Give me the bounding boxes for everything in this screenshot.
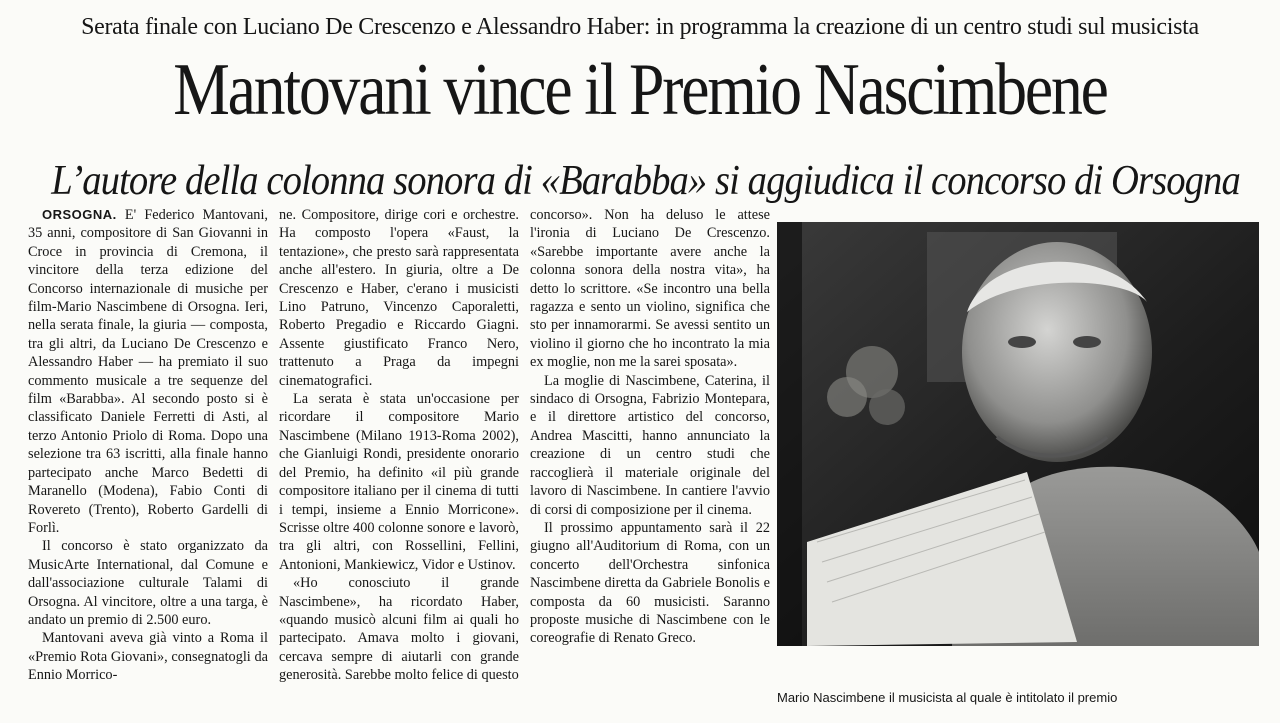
headline: Mantovani vince il Premio Nascimbene bbox=[173, 49, 1107, 131]
subheadline: L’autore della colonna sonora di «Barabba» si aggiudica il concorso di Orsogna bbox=[51, 158, 1240, 204]
photo-caption: Mario Nascimbene il musicista al quale è intitolato il premio bbox=[777, 690, 1118, 705]
paragraph: La moglie di Nascimbene, Caterina, il sindaco di Orsogna, Fabrizio Montepara, e il direttore artistico del concorso, Andrea Mascitti, hanno annunciato la creazione di un centro studi che raccoglierà il materiale originale del lavoro di Nascimbene. In cantiere l'avvio di corsi di composizione per il cinema. bbox=[530, 372, 770, 518]
paragraph: Il concorso è stato organizzato da MusicArte International, dal Comune e dall'associazione culturale Talami di Orsogna. Al vincitore, oltre a una targa, è andato un premio di 2.500 euro. bbox=[28, 538, 268, 628]
kicker: Serata finale con Luciano De Crescenzo e Alessandro Haber: in programma la creazione di un centro studi sul musicista bbox=[81, 14, 1199, 40]
paragraph: Mantovani aveva già vinto a Roma il «Premio Rota Giovani», consegnatogli da Ennio Morrico- bbox=[28, 630, 268, 684]
paragraph: concorso». Non ha deluso le attese l'ironia di Luciano De Crescenzo. «Sarebbe importante avere anche la colonna sonora della nostra vita», ha detto lo scrittore. «Se incontro una bella ragazza e sento un violino, significa che sto per innamorarmi. Se avessi sentito un violino il giorno che ho incontrato la mia ex moglie, non me la sarei sposata». bbox=[530, 207, 770, 371]
paragraph bbox=[28, 206, 268, 537]
article-column-1 bbox=[28, 206, 268, 685]
paragraph: Il prossimo appuntamento sarà il 22 giugno all'Auditorium di Roma, con un concerto dell'Orchestra sinfonica Nascimbene diretta da Gabriele Bonolis e composta da 60 musicisti. Saranno proposte musiche di Nascimbene con le coreografie di Renato Greco. bbox=[530, 519, 770, 647]
paragraph: La serata è stata un'occasione per ricordare il compositore Mario Nascimbene (Milano 1913-Roma 2002), che Gianluigi Rondi, presidente onorario del Premio, ha definito «il più grande compositore italiano per il cinema di tutti i tempi, insieme a Ennio Morricone». Scrisse oltre 400 colonne sonore e lavorò, tra gli altri, con Rossellini, Fellini, Antonioni, Mankiewicz, Vidor e Ustinov. bbox=[279, 391, 519, 573]
portrait-illustration bbox=[777, 222, 1259, 646]
article-column-2 bbox=[279, 206, 519, 685]
portrait-photo bbox=[777, 222, 1259, 646]
paragraph-text: E' Federico Mantovani, 35 anni, compositore di San Giovanni in Croce in provincia di Cremona, il vincitore della terza edizione del Concorso internazionale di musiche per film-Mario Nascimbene di Orsogna. Ieri, nella serata finale, la giuria — composta, tra gli altri, da Luciano De Crescenzo e Alessandro Haber — ha premiato il suo commento musicale a tre sequenze del film «Barabba». Al secondo posto si è classificato Daniele Ferretti di Asti, al terzo Antonio Priolo di Roma. Dopo una selezione tra 63 iscritti, alla finale hanno partecipato anche Marco Bedetti di Maranello (Modena), Fabio Conti di Rovereto (Trento), Roberto Gardelli di Forlì. bbox=[28, 207, 268, 536]
article-column-3 bbox=[530, 206, 770, 648]
dateline: ORSOGNA. bbox=[42, 207, 117, 222]
paragraph: «Ho conosciuto il grande Nascimbene», ha ricordato Haber, «quando musicò alcuni film ai quali ho partecipato. Amava molto i giovani, cercava sempre di aiutarli con grande generosità. Sarebbe molto felice di questo bbox=[279, 575, 519, 684]
paragraph: ne. Compositore, dirige cori e orchestre. Ha composto l'opera «Faust, la tentazione», che presto sarà rappresentata anche all'estero. In giuria, oltre a De Crescenzo e Haber, c'erano i musicisti Lino Patruno, Vincenzo Caporaletti, Roberto Pregadio e Riccardo Giagni. Assente giustificato Franco Nero, trattenuto a Praga da impegni cinematografici. bbox=[279, 207, 519, 389]
